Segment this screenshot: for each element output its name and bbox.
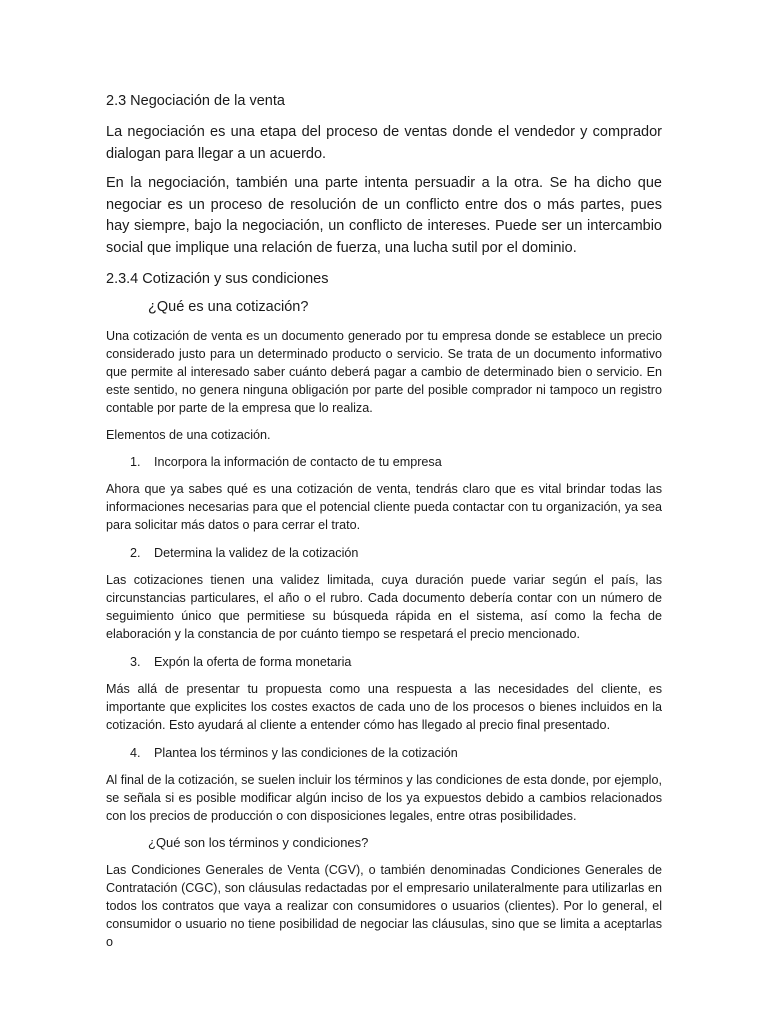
list-number: 3. [130, 655, 141, 669]
list-title: Determina la validez de la cotización [154, 546, 359, 560]
subsection-heading: 2.3.4 Cotización y sus condiciones [106, 271, 329, 287]
list-item-text: Al final de la cotización, se suelen incluir los términos y las condiciones de esta donde, por ejemplo, se señala si es posible modificar algún inciso de los ya expuestos debido a cambios relacionados con los precios de producción o con disposiciones legales, entre otras posibilidades. [106, 773, 662, 823]
paragraph: Una cotización de venta es un documento generado por tu empresa donde se establece un precio considerado justo para un determinado producto o servicio. Se trata de un documento informativo que permite al interesado saber cuánto deberá pagar a cambio de determinado bien o servicio. En este sentido, no genera ninguna obligación por parte del posible comprador ni tampoco un registro contable por parte de la empresa que lo realiza. [106, 329, 662, 415]
list-title: Expón la oferta de forma monetaria [154, 655, 352, 669]
paragraph: La negociación es una etapa del proceso de ventas donde el vendedor y comprador dialogan para llegar a un acuerdo. [106, 124, 662, 162]
list-item-title [106, 544, 662, 562]
list-title: Incorpora la información de contacto de tu empresa [154, 455, 442, 469]
list-number: 2. [130, 546, 141, 560]
question-heading: ¿Qué son los términos y condiciones? [148, 835, 369, 850]
question-heading: ¿Qué es una cotización? [148, 299, 309, 315]
list-number: 1. [130, 455, 141, 469]
list-item-title [106, 653, 662, 671]
section-heading: 2.3 Negociación de la venta [106, 93, 285, 109]
list-item-text: Ahora que ya sabes qué es una cotización de venta, tendrás claro que es vital brindar todas las informaciones necesarias para que el potencial cliente pueda contactar con tu organización, ya sea para solicitar más datos o para cerrar el trato. [106, 482, 662, 532]
elements-label: Elementos de una cotización. [106, 428, 271, 442]
paragraph: En la negociación, también una parte intenta persuadir a la otra. Se ha dicho que negociar es un proceso de resolución de un conflicto entre dos o más partes, pues hay siempre, bajo la negociación, un conflicto de intereses. Puede ser un intercambio social que implique una relación de fuerza, una lucha sutil por el dominio. [106, 175, 662, 256]
document-page [106, 88, 662, 951]
list-number: 4. [130, 746, 141, 760]
paragraph: Las Condiciones Generales de Venta (CGV), o también denominadas Condiciones Generales de Contratación (CGC), son cláusulas redactadas por el empresario unilateralmente para utilizarlas en todos los contratos que vaya a realizar con consumidores o usuarios (clientes). Por lo general, el consumidor o usuario no tiene posibilidad de negociar las cláusulas, sino que se limita a aceptarlas o [106, 863, 662, 949]
list-item-text: Las cotizaciones tienen una validez limitada, cuya duración puede variar según el país, las circunstancias particulares, el año o el rubro. Cada documento debería contar con un número de seguimiento único que permitiese su búsqueda rápida en el sistema, así como la fecha de elaboración y la constancia de por cuánto tiempo se respetará el precio mencionado. [106, 573, 662, 641]
list-item-text: Más allá de presentar tu propuesta como una respuesta a las necesidades del cliente, es importante que explicites los costes exactos de cada uno de los procesos o bienes incluidos en la cotización. Esto ayudará al cliente a entender cómo has llegado al precio final presentado. [106, 682, 662, 732]
list-title: Plantea los términos y las condiciones de la cotización [154, 746, 458, 760]
list-item-title [106, 744, 662, 762]
list-item-title [106, 453, 662, 471]
